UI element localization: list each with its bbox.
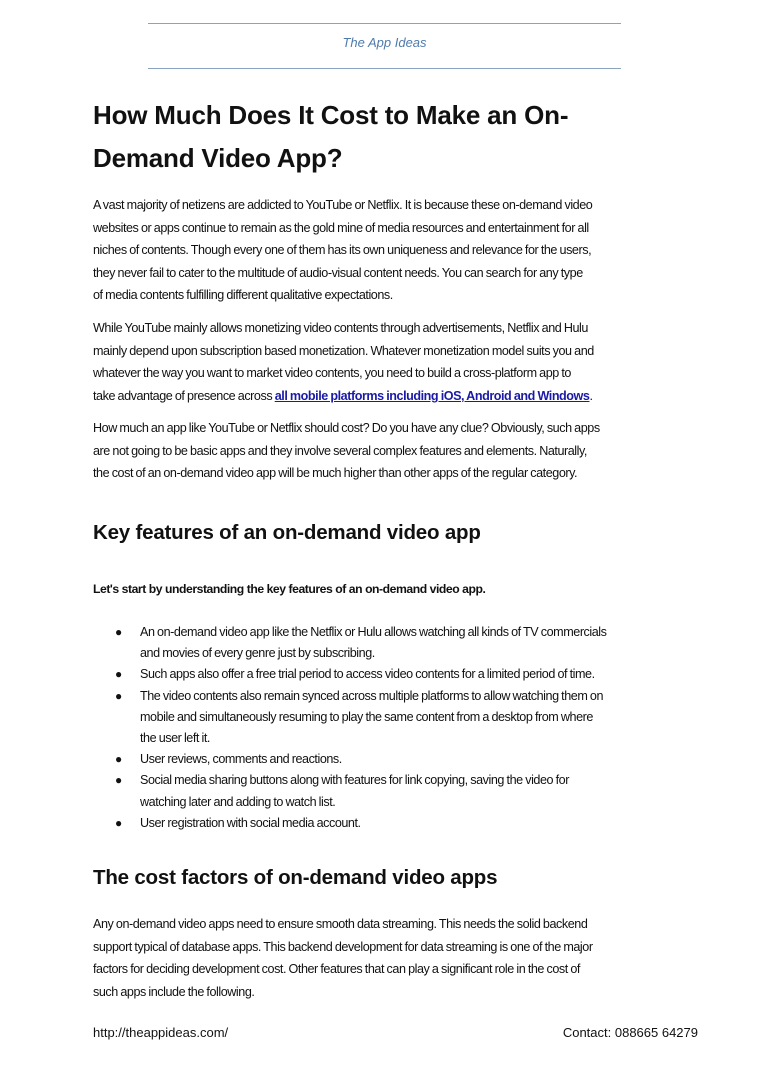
title-line: How Much Does It Cost to Make an On- (93, 100, 569, 130)
paragraph-line: A vast majority of netizens are addicted to YouTube or Netflix. It is because these on-demand video (93, 198, 593, 212)
list-item (93, 749, 607, 770)
section-cost-factors-heading (93, 866, 497, 890)
list-item-line: watching later and adding to watch list. (140, 794, 336, 809)
footer-contact: Contact: 088665 64279 (562, 1025, 698, 1040)
bullet-icon: ● (115, 773, 122, 788)
bullet-icon: ● (115, 688, 122, 703)
paragraph-line: mainly depend upon subscription based monetization. Whatever monetization model suits you and (93, 343, 594, 358)
list-item (93, 813, 607, 834)
bullet-icon: ● (115, 752, 122, 767)
list-item-line: the user left it. (140, 731, 210, 746)
header-rule-bottom (148, 68, 621, 69)
header-rule-top (148, 23, 621, 24)
page-title (93, 94, 568, 180)
key-features-list (93, 622, 607, 834)
paragraph-line: they never fail to cater to the multitude of audio-visual content needs. You can search for any type (93, 265, 583, 280)
list-item (93, 686, 607, 750)
list-item-line: The video contents also remain synced across multiple platforms to allow watching them on (140, 688, 604, 703)
list-item-line: User registration with social media account. (140, 815, 361, 830)
footer-url[interactable]: http://theappideas.com/ (93, 1025, 229, 1040)
key-features-intro: Let's start by understanding the key features of an on-demand video app. (93, 582, 486, 596)
paragraph-line: whatever the way you want to market video contents, you need to build a cross-platform app to (93, 366, 571, 381)
list-item (93, 664, 607, 685)
list-item (93, 770, 607, 812)
heading: The cost factors of on-demand video apps (93, 866, 498, 889)
paragraph-cost-factors (93, 913, 593, 1003)
paragraph-line: of media contents fulfilling different qualitative expectations. (93, 288, 393, 303)
paragraph-cost (93, 417, 600, 485)
section-key-features-heading (93, 521, 481, 545)
paragraph-line: are not going to be basic apps and they involve several complex features and elements. Naturally, (93, 443, 587, 458)
list-item-line: mobile and simultaneously resuming to play the same content from a desktop from where (140, 709, 593, 724)
paragraph-line: the cost of an on-demand video app will be much higher than other apps of the regular category. (93, 466, 578, 481)
paragraph-line: Any on-demand video apps need to ensure smooth data streaming. This needs the solid backend (93, 917, 588, 931)
platforms-link[interactable]: all mobile platforms including iOS, Android and Windows (274, 388, 590, 403)
bullet-icon: ● (115, 667, 122, 682)
text: . (589, 388, 593, 403)
paragraph-line: support typical of database apps. This backend development for data streaming is one of the major (93, 939, 593, 954)
list-item-line: User reviews, comments and reactions. (140, 752, 342, 767)
paragraph-monetization (93, 317, 594, 407)
paragraph-line: factors for deciding development cost. Other features that can play a significant role in the cost of (93, 962, 580, 977)
list-item-line: and movies of every genre just by subscribing. (140, 646, 375, 661)
list-item-line: An on-demand video app like the Netflix or Hulu allows watching all kinds of TV commercials (140, 625, 607, 639)
list-item-line: Social media sharing buttons along with features for link copying, saving the video for (140, 773, 569, 788)
bullet-icon: ● (115, 625, 122, 639)
header-title: The App Ideas (342, 35, 427, 50)
paragraph-line: such apps include the following. (93, 984, 255, 999)
title-line: Demand Video App? (93, 143, 343, 173)
list-item (93, 622, 607, 664)
bullet-icon: ● (115, 815, 122, 830)
paragraph-intro (93, 194, 592, 307)
text: take advantage of presence across (93, 388, 275, 403)
paragraph-line: niches of contents. Though every one of them has its own uniqueness and relevance for the users, (93, 243, 592, 258)
paragraph-line: While YouTube mainly allows monetizing video contents through advertisements, Netflix and Hulu (93, 321, 588, 335)
list-item-line: Such apps also offer a free trial period to access video contents for a limited period of time. (140, 667, 595, 682)
heading: Key features of an on-demand video app (93, 521, 481, 544)
paragraph-line: How much an app like YouTube or Netflix should cost? Do you have any clue? Obviously, such apps (93, 421, 600, 435)
paragraph-line: websites or apps continue to remain as the gold mine of media resources and entertainment for all (93, 220, 589, 235)
paragraph-line (93, 385, 594, 408)
